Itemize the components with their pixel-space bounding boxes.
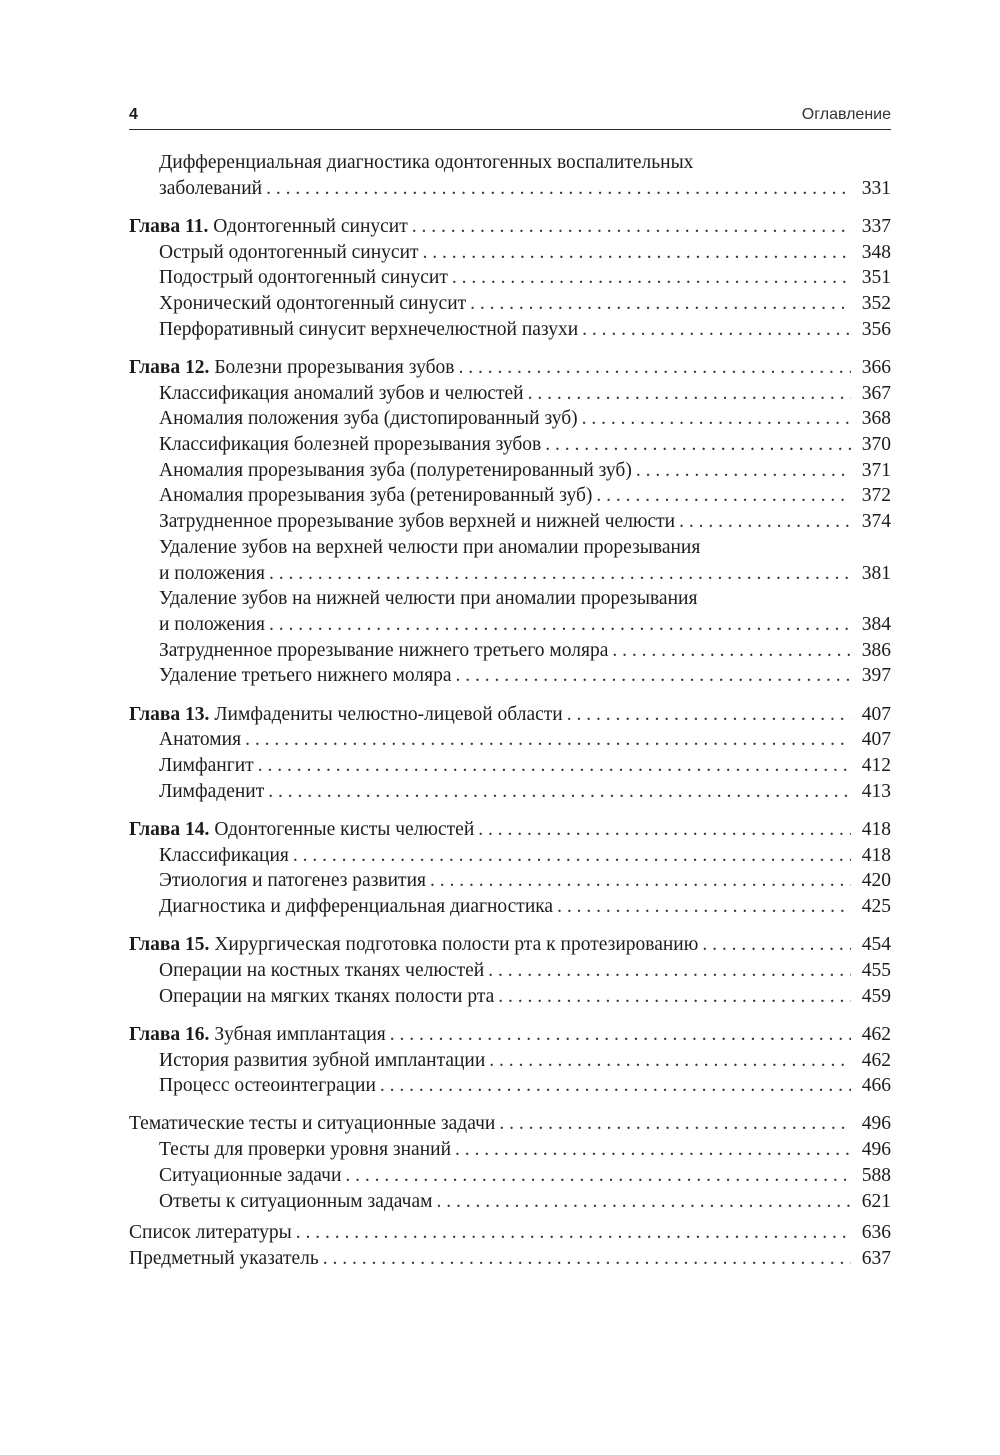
toc-page-number: 466 (861, 1075, 891, 1097)
toc-entry[interactable] (129, 265, 891, 291)
chapter-title: Болезни прорезывания зубов (214, 356, 455, 378)
dot-leader (456, 663, 852, 689)
toc-entry[interactable] (129, 894, 891, 920)
toc-entry[interactable] (129, 1189, 891, 1215)
toc-entry[interactable] (129, 843, 891, 869)
toc-entry[interactable] (129, 868, 891, 894)
toc-page-number: 370 (861, 434, 891, 456)
toc-entry-label: Операции на мягких тканях полости рта (159, 985, 495, 1007)
toc-entry-label: Классификация аномалий зубов и челюстей (159, 382, 524, 404)
toc-entry-label: Операции на костных тканях челюстей (159, 959, 485, 981)
toc-entry[interactable] (129, 406, 891, 432)
dot-leader (679, 509, 851, 535)
section-title: Список литературы (129, 1222, 292, 1244)
toc-page-number: 462 (861, 1023, 891, 1045)
toc-entry[interactable] (129, 240, 891, 266)
toc-page-number: 462 (861, 1049, 891, 1071)
dot-leader (612, 638, 851, 664)
toc-page-number: 413 (861, 780, 891, 802)
dot-leader (430, 868, 851, 894)
dot-leader (266, 176, 851, 202)
toc-entry-label: и положения (159, 613, 265, 635)
dot-leader (436, 1189, 851, 1215)
table-of-contents (129, 150, 891, 1272)
toc-entry[interactable] (129, 483, 891, 509)
dot-leader (489, 1048, 851, 1074)
dot-leader (258, 753, 851, 779)
toc-entry[interactable] (129, 663, 891, 689)
toc-entry-label: Процесс остеоинтеграции (159, 1075, 376, 1097)
dot-leader (269, 561, 851, 587)
toc-page-number: 381 (861, 562, 891, 584)
toc-entry-wrapped-line: Удаление зубов на верхней челюсти при аномалии прорезывания (159, 536, 701, 558)
dot-leader (582, 317, 851, 343)
toc-page-number: 366 (861, 356, 891, 378)
page-number: 4 (129, 106, 138, 123)
dot-leader (596, 483, 851, 509)
toc-page-number: 496 (861, 1139, 891, 1161)
toc-page-number: 367 (861, 382, 891, 404)
toc-entry-label: Анатомия (159, 729, 242, 751)
toc-entry[interactable] (129, 176, 891, 202)
toc-page-number: 637 (861, 1247, 891, 1269)
dot-leader (478, 817, 851, 843)
toc-entry[interactable] (129, 1048, 891, 1074)
page-header (129, 103, 891, 130)
toc-page-number: 351 (861, 267, 891, 289)
toc-entry[interactable] (129, 1137, 891, 1163)
toc-entry-label: и положения (159, 562, 265, 584)
dot-leader (557, 894, 851, 920)
toc-chapter-15[interactable] (129, 932, 891, 958)
toc-page-number: 418 (861, 818, 891, 840)
toc-page-number: 371 (861, 459, 891, 481)
dot-leader (323, 1246, 851, 1272)
toc-entry-label: Ответы к ситуационным задачам (159, 1190, 433, 1212)
toc-section-index[interactable] (129, 1246, 891, 1272)
toc-entry[interactable] (129, 984, 891, 1010)
toc-entry[interactable] (129, 317, 891, 343)
toc-page-number: 412 (861, 754, 891, 776)
toc-entry[interactable] (129, 753, 891, 779)
dot-leader (380, 1073, 851, 1099)
toc-page-number: 407 (861, 703, 891, 725)
toc-page-number: 496 (861, 1113, 891, 1135)
toc-entry[interactable] (129, 958, 891, 984)
toc-page-number: 407 (861, 729, 891, 751)
toc-page-number: 352 (861, 293, 891, 315)
dot-leader (268, 779, 851, 805)
running-title: Оглавление (801, 106, 891, 123)
toc-entry[interactable] (129, 458, 891, 484)
toc-entry[interactable] (129, 1163, 891, 1189)
chapter-title: Лимфадениты челюстно-лицевой области (214, 703, 563, 725)
toc-entry-label: Этиология и патогенез развития (159, 870, 426, 892)
toc-page-number: 418 (861, 844, 891, 866)
toc-page-number: 372 (861, 485, 891, 507)
dot-leader (567, 702, 851, 728)
dot-leader (245, 727, 851, 753)
toc-entry-label: Хронический одонтогенный синусит (159, 293, 467, 315)
toc-entry-label: Острый одонтогенный синусит (159, 241, 419, 263)
toc-chapter-12[interactable] (129, 355, 891, 381)
dot-leader (636, 458, 851, 484)
section-title: Тематические тесты и ситуационные задачи (129, 1113, 496, 1135)
toc-entry-label: Затрудненное прорезывание зубов верхней и нижней челюсти (159, 511, 676, 533)
toc-entry-label: Подострый одонтогенный синусит (159, 267, 448, 289)
dot-leader (390, 1022, 851, 1048)
toc-entry-label: Лимфаденит (159, 780, 265, 802)
toc-entry[interactable] (129, 381, 891, 407)
toc-entry-label: История развития зубной имплантации (159, 1049, 486, 1071)
toc-entry[interactable] (129, 727, 891, 753)
dot-leader (499, 1111, 851, 1137)
chapter-title: Одонтогенные кисты челюстей (214, 818, 475, 840)
dot-leader (293, 843, 851, 869)
dot-leader (452, 265, 851, 291)
chapter-prefix: Глава 14. (129, 818, 210, 840)
toc-entry-wrapped-line: Дифференциальная диагностика одонтогенных воспалительных (159, 152, 694, 173)
toc-section-literature[interactable] (129, 1220, 891, 1246)
toc-entry[interactable] (129, 612, 891, 638)
toc-entry-label: Классификация (159, 844, 289, 866)
chapter-title: Хирургическая подготовка полости рта к протезированию (214, 934, 699, 956)
toc-chapter-11[interactable] (129, 214, 891, 240)
toc-entry-label: Классификация болезней прорезывания зубов (159, 434, 542, 456)
toc-entry[interactable] (129, 638, 891, 664)
toc-entry[interactable] (129, 561, 891, 587)
toc-page-number: 455 (861, 959, 891, 981)
toc-entry-label: Тесты для проверки уровня знаний (159, 1139, 452, 1161)
dot-leader (498, 984, 851, 1010)
toc-entry-label: Диагностика и дифференциальная диагностика (159, 895, 554, 917)
toc-page-number: 386 (861, 639, 891, 661)
toc-page-number: 348 (861, 241, 891, 263)
dot-leader (488, 958, 851, 984)
chapter-prefix: Глава 13. (129, 703, 210, 725)
toc-entry-wrapped-line: Удаление зубов на нижней челюсти при аномалии прорезывания (159, 588, 698, 610)
toc-page-number: 331 (861, 177, 891, 199)
toc-page-number: 337 (861, 215, 891, 237)
chapter-prefix: Глава 12. (129, 356, 210, 378)
dot-leader (528, 381, 851, 407)
dot-leader (269, 612, 851, 638)
chapter-title: Одонтогенный синусит (213, 215, 408, 237)
toc-page-number: 374 (861, 511, 891, 533)
toc-entry-label: Затрудненное прорезывание нижнего третьего моляра (159, 639, 609, 661)
toc-page-number: 425 (861, 895, 891, 917)
dot-leader (296, 1220, 851, 1246)
toc-section-tests[interactable] (129, 1111, 891, 1137)
toc-page-number: 621 (861, 1190, 891, 1212)
toc-entry[interactable] (129, 291, 891, 317)
toc-entry-label: Аномалия положения зуба (дистопированный зуб) (159, 408, 578, 430)
dot-leader (458, 355, 851, 381)
toc-page-number: 454 (861, 934, 891, 956)
toc-entry-label: Удаление третьего нижнего моляра (159, 665, 452, 687)
toc-entry[interactable] (129, 779, 891, 805)
toc-page-number: 636 (861, 1222, 891, 1244)
dot-leader (423, 240, 851, 266)
toc-chapter-16[interactable] (129, 1022, 891, 1048)
dot-leader (470, 291, 851, 317)
chapter-prefix: Глава 16. (129, 1023, 210, 1045)
dot-leader (545, 432, 851, 458)
toc-page-number: 588 (861, 1164, 891, 1186)
chapter-title: Зубная имплантация (214, 1023, 386, 1045)
dot-leader (345, 1163, 851, 1189)
toc-entry[interactable] (129, 1073, 891, 1099)
dot-leader (582, 406, 851, 432)
toc-page-number: 384 (861, 613, 891, 635)
toc-page-number: 356 (861, 318, 891, 340)
toc-entry-label: Ситуационные задачи (159, 1164, 342, 1186)
toc-page-number: 368 (861, 408, 891, 430)
toc-entry-label: Аномалия прорезывания зуба (ретенированный зуб) (159, 485, 593, 507)
dot-leader (455, 1137, 851, 1163)
toc-entry-label: Лимфангит (159, 754, 254, 776)
dot-leader (702, 932, 851, 958)
toc-page-number: 459 (861, 985, 891, 1007)
toc-entry-label: Аномалия прорезывания зуба (полуретенированный зуб) (159, 459, 632, 481)
dot-leader (412, 214, 851, 240)
toc-page-number: 420 (861, 870, 891, 892)
toc-entry[interactable] (129, 509, 891, 535)
toc-page-number: 397 (861, 665, 891, 687)
chapter-prefix: Глава 11. (129, 215, 209, 237)
section-title: Предметный указатель (129, 1247, 319, 1269)
toc-chapter-13[interactable] (129, 702, 891, 728)
toc-entry[interactable] (129, 432, 891, 458)
toc-chapter-14[interactable] (129, 817, 891, 843)
toc-entry-label: заболеваний (159, 177, 263, 199)
toc-entry-label: Перфоративный синусит верхнечелюстной пазухи (159, 318, 579, 340)
chapter-prefix: Глава 15. (129, 934, 210, 956)
